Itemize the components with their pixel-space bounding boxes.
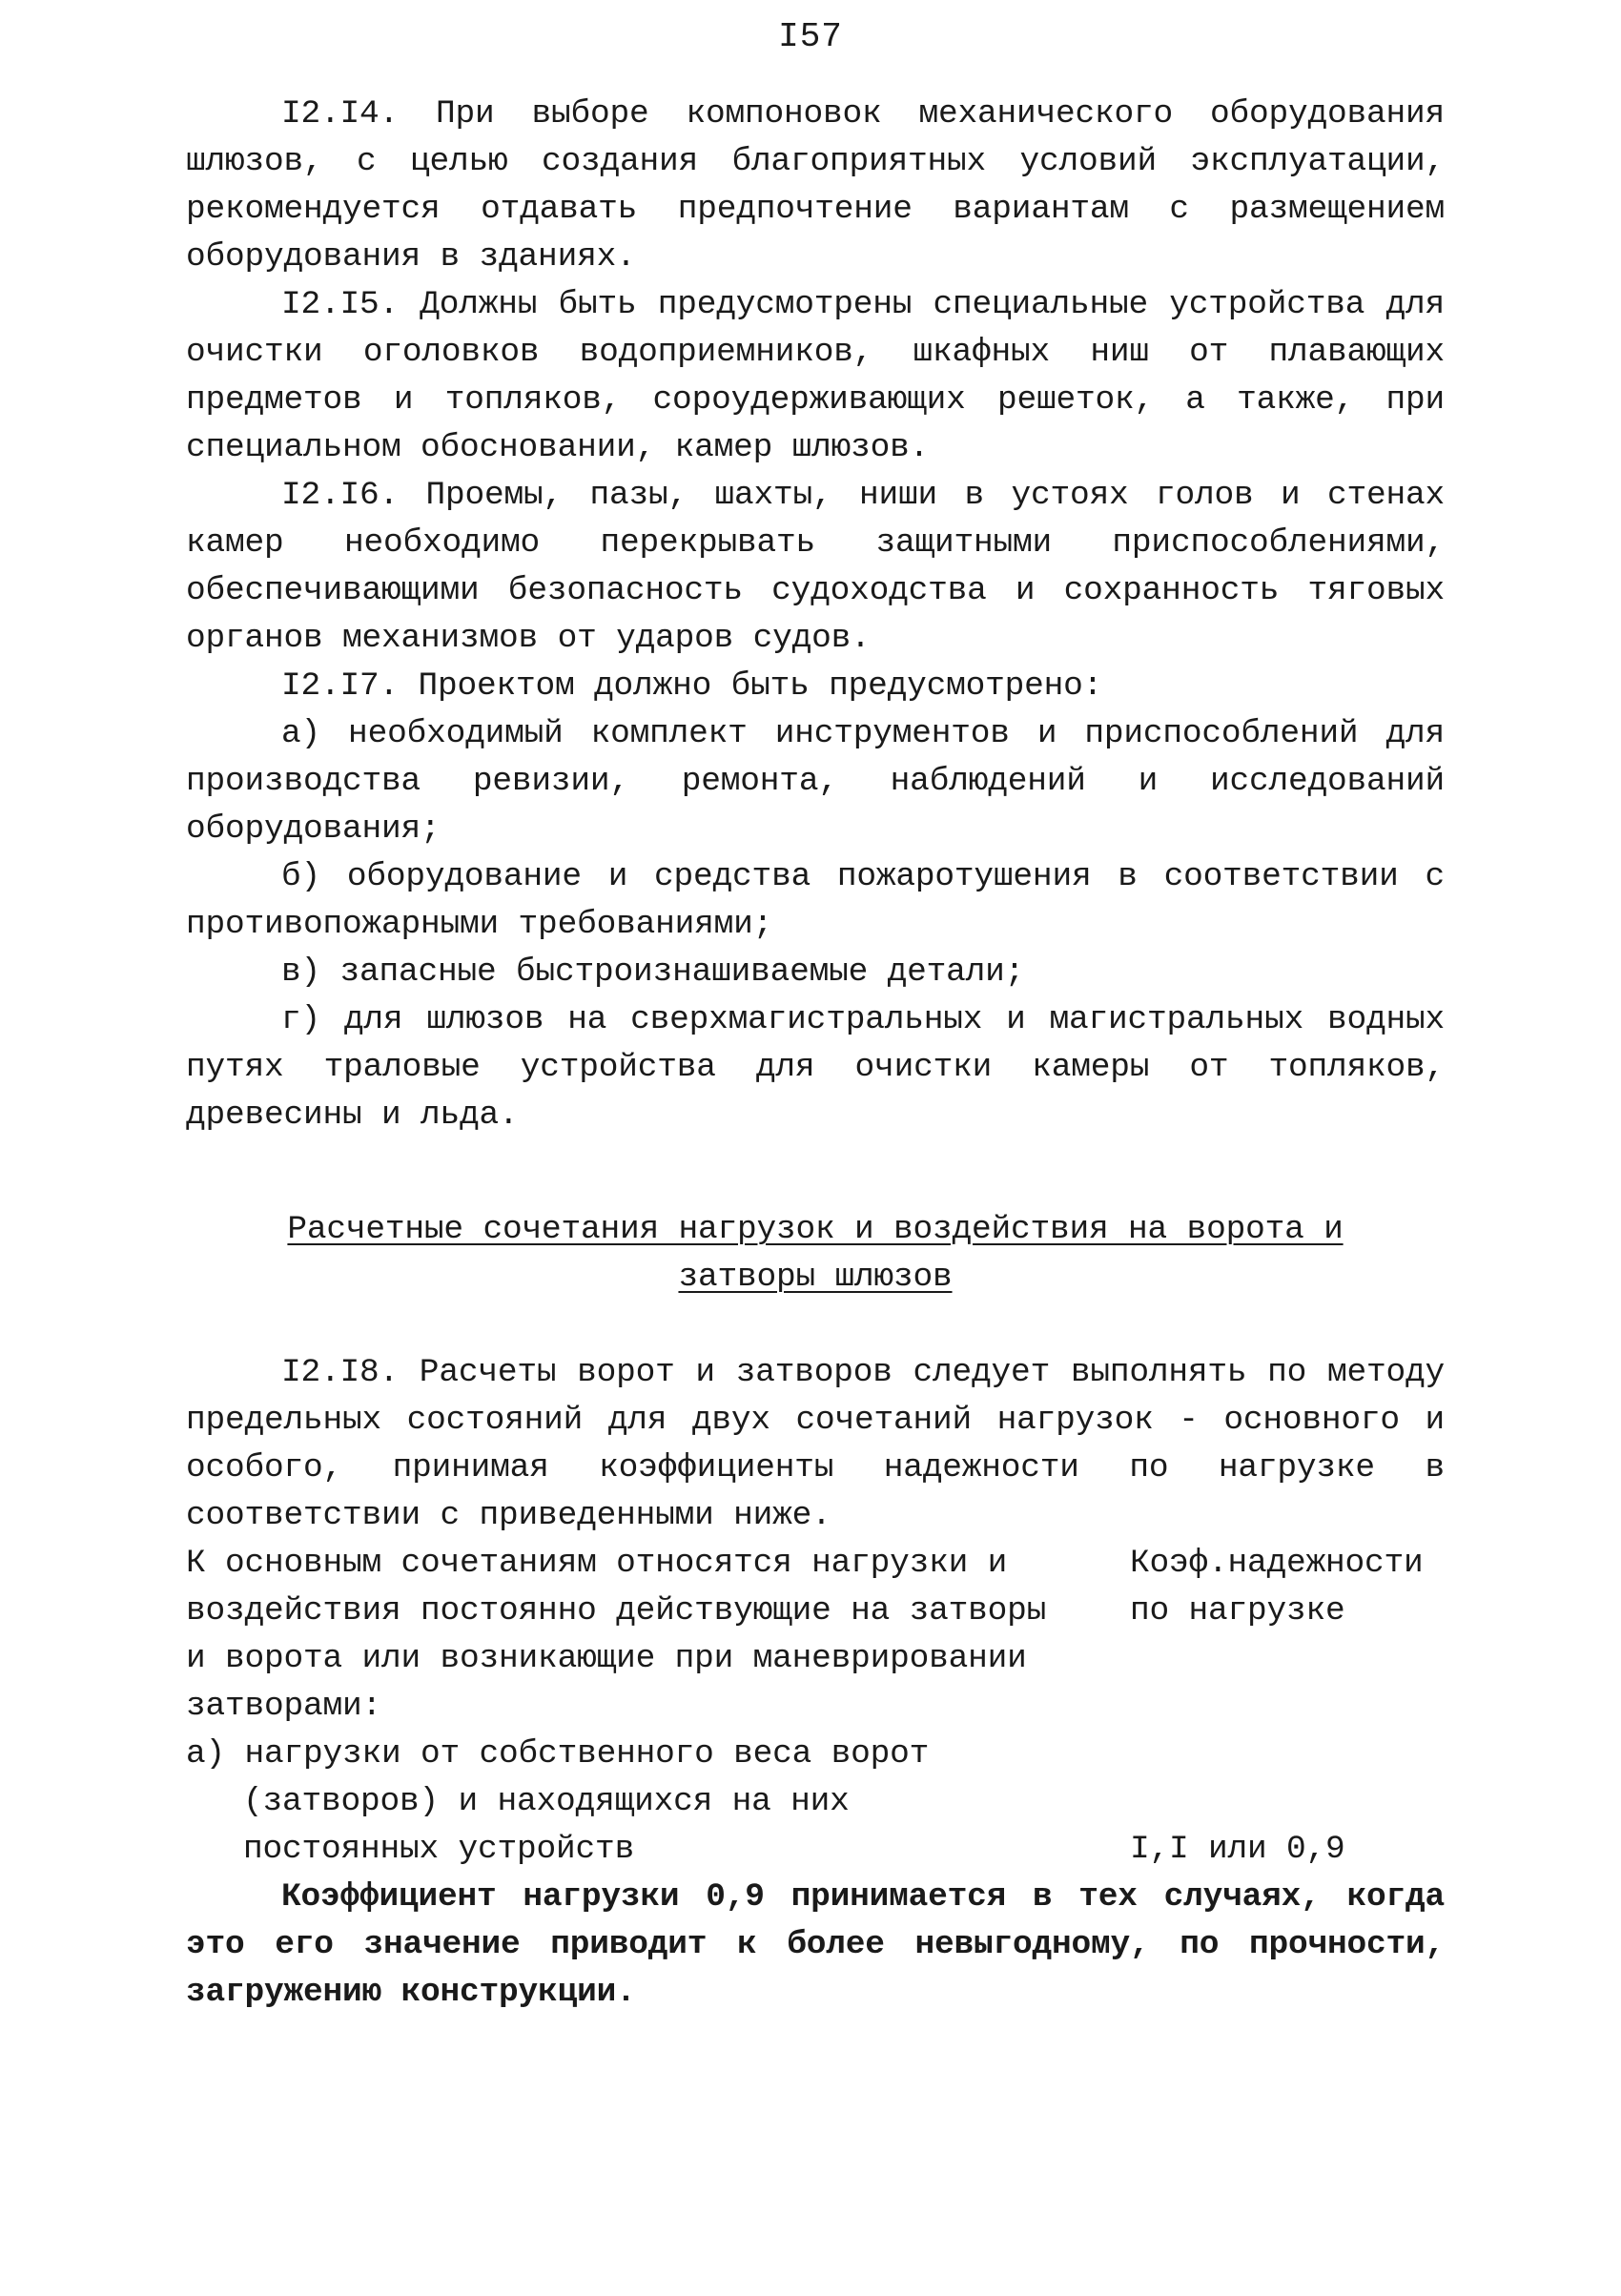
list-item-a: а) необходимый комплект инструментов и приспособлений для производства ревизии, ремонта, наблюдений и исследований оборудования;: [186, 715, 1445, 848]
section-heading-line2: затворы шлюзов: [678, 1259, 953, 1296]
load-item-a-line3: постоянных устройств: [243, 1831, 635, 1868]
section-heading-line1: Расчетные сочетания нагрузок и воздействия на ворота и: [287, 1211, 1344, 1248]
list-item-b: б) оборудование и средства пожаротушения в соответствии с противопожарными требованиями;: [186, 858, 1445, 943]
load-item-a-row: [186, 1826, 1445, 1874]
body-text: [186, 91, 1445, 2017]
page-number: I57: [778, 17, 843, 56]
paragraph-12-14: I2.I4. При выборе компоновок механического оборудования шлюзов, с целью создания благоприятных условий эксплуатации, рекомендуется отдавать предпочтение вариантам с размещением оборудования в зданиях.: [186, 95, 1445, 276]
combination-intro: К основным сочетаниям относятся нагрузки и воздействия постоянно действующие на затворы и ворота или возникающие при маневрировании затворами:: [186, 1545, 1047, 1725]
coefficient-column-header: Коэф.надежности по нагрузке: [1130, 1545, 1424, 1630]
list-item-v: в) запасные быстроизнашиваемые детали;: [281, 953, 1025, 991]
paragraph-12-15: I2.I5. Должны быть предусмотрены специальные устройства для очистки оголовков водоприемников, шкафных ниш от плавающих предметов и топляков, сороудерживающих решеток, а также, при специальном обосновании, камер шлюзов.: [186, 286, 1445, 466]
section-heading: [186, 1206, 1445, 1302]
load-item-a-line2: (затворов) и находящихся на них: [243, 1783, 850, 1820]
combination-intro-row: [186, 1540, 1445, 1731]
paragraph-12-18: I2.I8. Расчеты ворот и затворов следует выполнять по методу предельных состояний для двух сочетаний нагрузок - основного и особого, принимая коэффициенты надежности по нагрузке в соответствии с приведенными ниже.: [186, 1354, 1445, 1534]
load-item-a-line1: а) нагрузки от собственного веса ворот: [186, 1735, 930, 1773]
coefficient-note: Коэффициент нагрузки 0,9 принимается в тех случаях, когда это его значение приводит к более невыгодному, по прочности, загружению конструкции.: [186, 1878, 1445, 2011]
list-item-g: г) для шлюзов на сверхмагистральных и магистральных водных путях траловые устройства для очистки камеры от топляков, древесины и льда.: [186, 1001, 1445, 1134]
load-item-a: [186, 1731, 1445, 1874]
paragraph-12-17: I2.I7. Проектом должно быть предусмотрено:: [281, 667, 1103, 705]
load-item-a-coefficient: I,I или 0,9: [1130, 1831, 1345, 1868]
paragraph-12-16: I2.I6. Проемы, пазы, шахты, ниши в устоях голов и стенах камер необходимо перекрывать защитными приспособлениями, обеспечивающими безопасность судоходства и сохранность тяговых органов механизмов от ударов судов.: [186, 477, 1445, 657]
